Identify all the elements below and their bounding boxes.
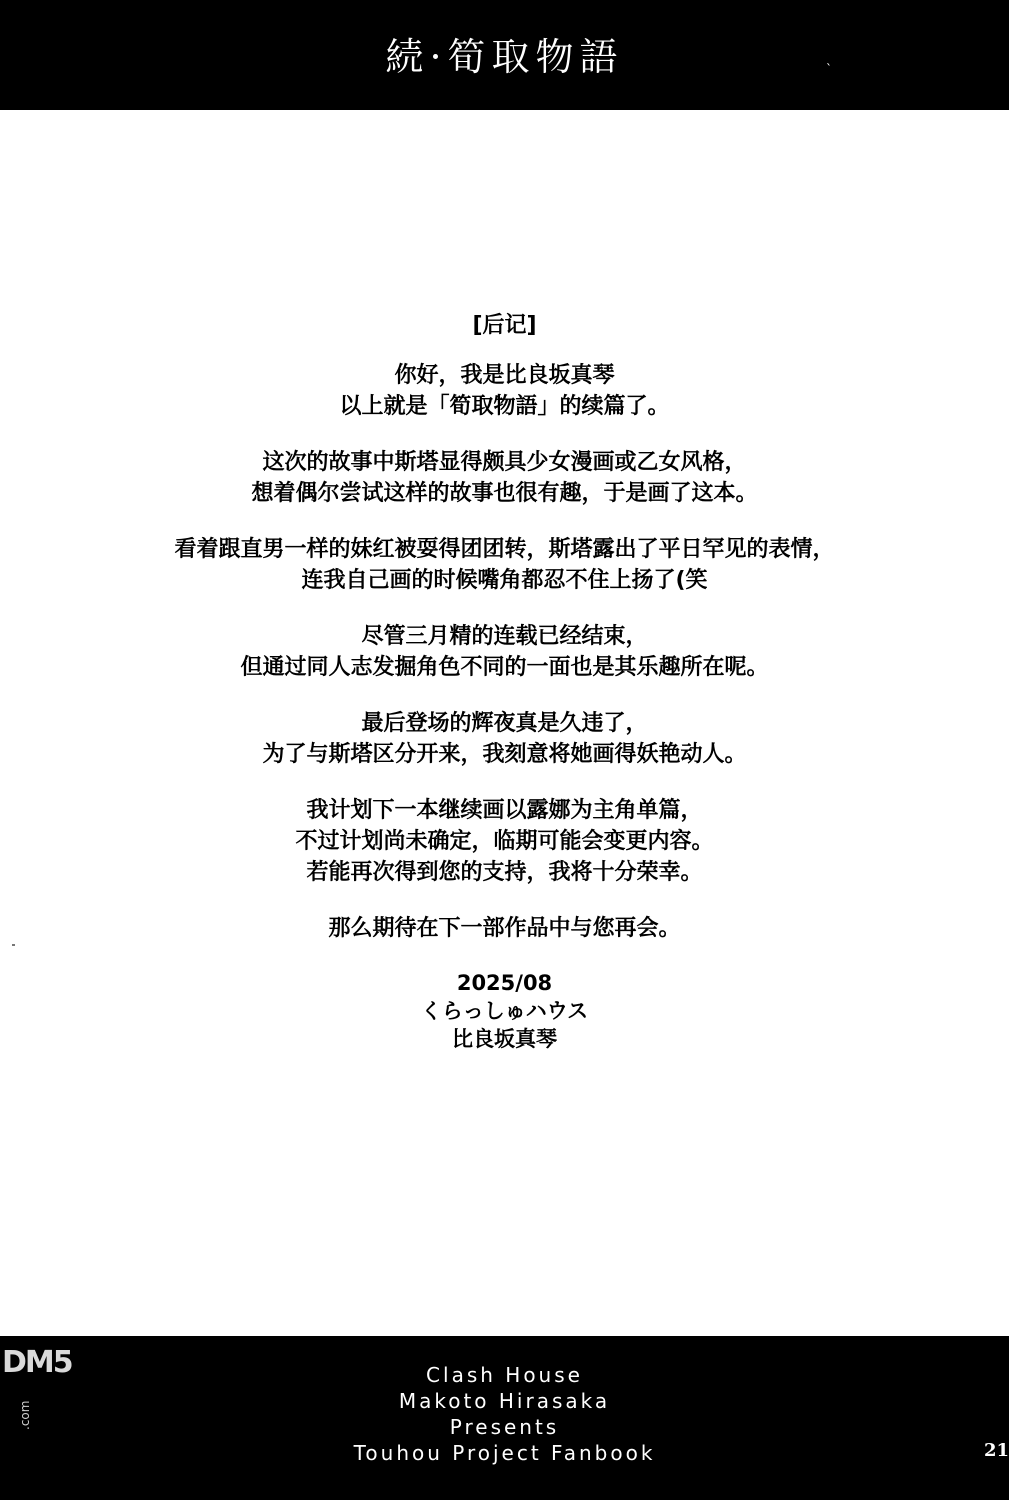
text-line: 那么期待在下一部作品中与您再会。	[328, 916, 681, 941]
credit-line: Makoto Hirasaka	[398, 1389, 611, 1413]
text-line: 尽管三月精的连载已经结束，	[361, 624, 648, 649]
text-line: 以上就是「筍取物語」的续篇了。	[339, 394, 670, 419]
text-line: 连我自己画的时候嘴角都忍不住上扬了(笑	[301, 568, 708, 593]
credit-line: Presents	[449, 1415, 560, 1439]
header-band	[0, 0, 1009, 110]
paragraph-5	[0, 708, 1009, 770]
signature-date: 2025/08	[456, 971, 553, 995]
text-line: 但通过同人志发掘角色不同的一面也是其乐趣所在呢。	[240, 655, 769, 680]
signature-circle: くらっしゅハウス	[420, 999, 589, 1023]
text-line: 想着偶尔尝试这样的故事也很有趣，于是画了这本。	[251, 481, 758, 506]
paragraph-6	[0, 795, 1009, 888]
scan-speck	[12, 944, 15, 946]
watermark-logo: DM5	[2, 1345, 72, 1380]
text-line: 这次的故事中斯塔显得颇具少女漫画或乙女风格，	[262, 450, 747, 475]
text-line: 看着跟直男一样的妹红被耍得团团转，斯塔露出了平日罕见的表情，	[174, 537, 835, 562]
footer-credits	[0, 1362, 1009, 1466]
text-line: 不过计划尚未确定，临期可能会变更内容。	[295, 829, 714, 854]
afterword-heading: [后记]	[472, 313, 537, 338]
paragraph-4	[0, 621, 1009, 683]
text-line: 你好，我是比良坂真琴	[394, 363, 615, 388]
credit-line: Clash House	[426, 1363, 583, 1387]
paragraph-7	[0, 913, 1009, 944]
text-line: 我计划下一本继续画以露娜为主角单篇，	[306, 798, 703, 823]
page-title: 続·筍取物語	[385, 35, 624, 79]
text-line: 为了与斯塔区分开来，我刻意将她画得妖艳动人。	[262, 742, 747, 767]
page-number: 21	[983, 1440, 1009, 1461]
paragraph-1	[0, 360, 1009, 422]
corner-mark: `	[826, 62, 832, 76]
credit-line: Touhou Project Fanbook	[353, 1441, 656, 1465]
signature-author: 比良坂真琴	[452, 1027, 557, 1051]
text-line: 若能再次得到您的支持，我将十分荣幸。	[306, 860, 703, 885]
afterword-section	[0, 310, 1009, 1053]
watermark-domain: .com	[18, 1400, 32, 1430]
signature-block	[0, 969, 1009, 1053]
paragraph-2	[0, 447, 1009, 509]
paragraph-3	[0, 534, 1009, 596]
text-line: 最后登场的辉夜真是久违了，	[361, 711, 648, 736]
